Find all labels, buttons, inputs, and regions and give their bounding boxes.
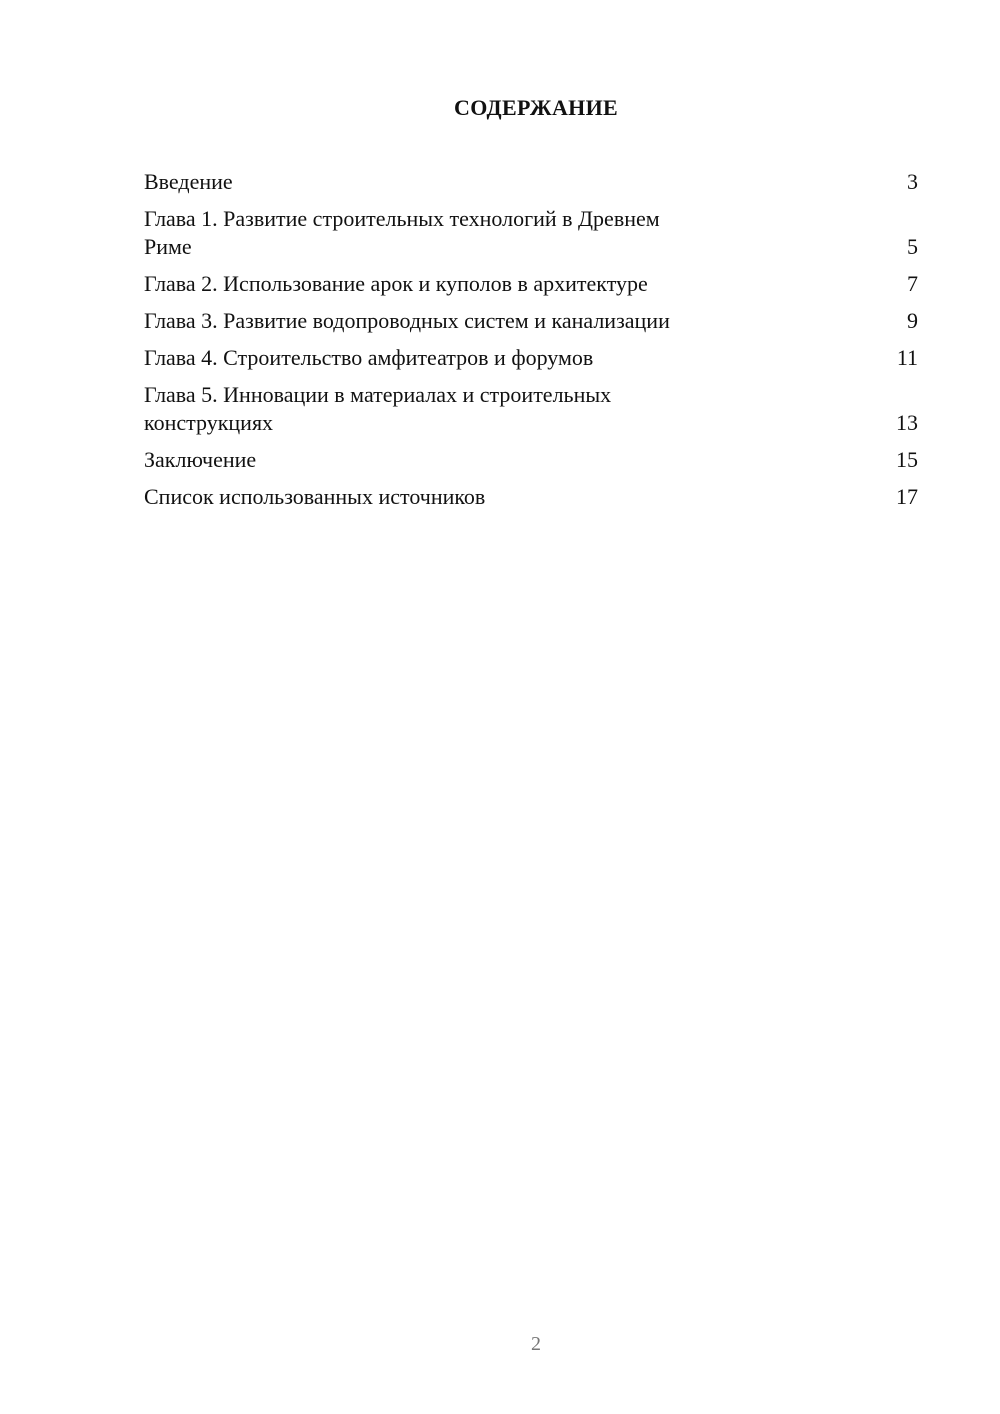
toc-entry-page: 7	[907, 271, 918, 296]
toc-entry-page: 17	[896, 484, 918, 509]
toc-entry-label: Список использованных источников	[144, 484, 486, 509]
toc-entry-page: 13	[896, 410, 918, 435]
toc-entry-chapter-4[interactable]	[144, 344, 918, 372]
toc-entry-chapter-2[interactable]	[144, 270, 918, 298]
toc-entry-label: Введение	[144, 169, 233, 194]
toc-entry-chapter-5[interactable]	[144, 381, 918, 437]
toc-entry-label: Глава 1. Развитие строительных технологий в Древнем Риме	[144, 206, 660, 259]
toc-entry-label: Глава 3. Развитие водопроводных систем и канализации	[144, 308, 670, 333]
page-number: 2	[531, 1333, 541, 1355]
toc-entry-chapter-3[interactable]	[144, 307, 918, 335]
toc-entry-label: Глава 5. Инновации в материалах и строительных конструкциях	[144, 382, 612, 435]
toc-entry-label: Глава 2. Использование арок и куполов в архитектуре	[144, 271, 648, 296]
toc-entry-page: 9	[907, 308, 918, 333]
table-of-contents	[144, 168, 918, 520]
toc-entry-label: Глава 4. Строительство амфитеатров и форумов	[144, 345, 594, 370]
toc-entry-page: 15	[896, 447, 918, 472]
toc-entry-chapter-1[interactable]	[144, 205, 918, 261]
toc-entry-conclusion[interactable]	[144, 446, 918, 474]
toc-entry-references[interactable]	[144, 483, 918, 511]
toc-entry-page: 5	[907, 234, 918, 259]
toc-entry-introduction[interactable]	[144, 168, 918, 196]
toc-entry-page: 11	[896, 345, 918, 370]
toc-entry-label: Заключение	[144, 447, 257, 472]
page-title: СОДЕРЖАНИЕ	[454, 95, 618, 120]
toc-entry-page: 3	[907, 169, 918, 194]
